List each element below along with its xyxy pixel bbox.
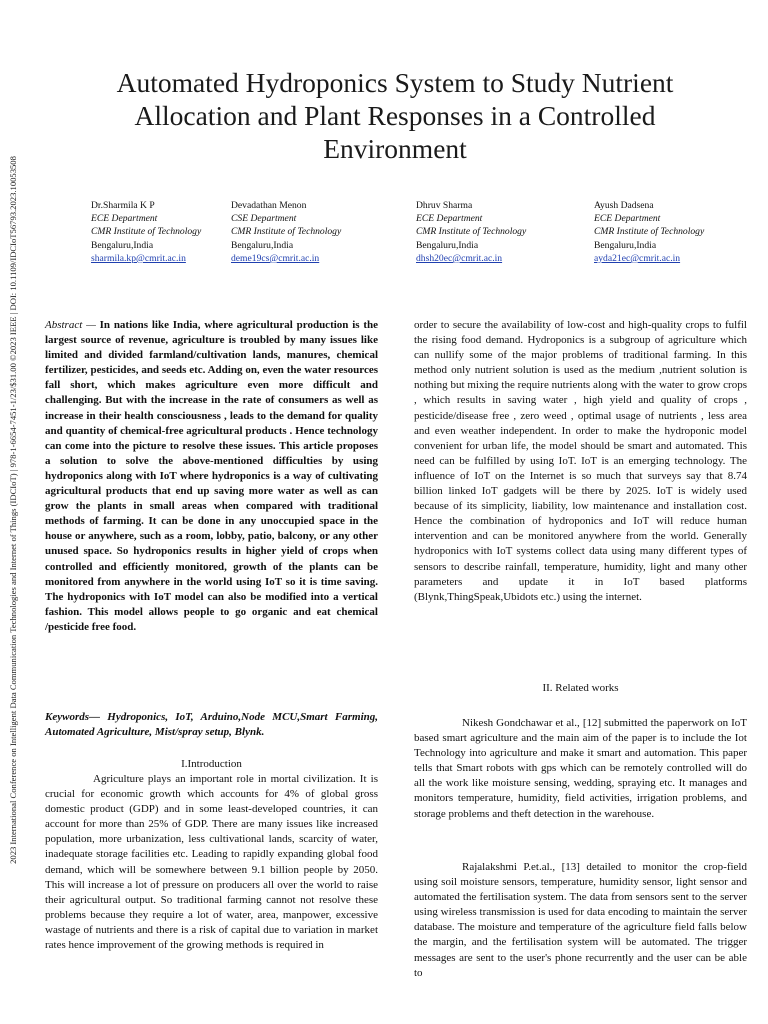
author-email-link[interactable]: ayda21ec@cmrit.ac.in: [594, 252, 681, 264]
section-heading-introduction: [45, 758, 378, 770]
author-city: Bengaluru,India: [416, 239, 479, 251]
related-paragraph: Nikesh Gondchawar et al., [12] submitted the paperwork on IoT based smart agriculture and the main aim of the paper is to include the Iot Technology into agriculture and make it smart and automation. This paper tells that Smart robots with gps which can be remotely controlled will do all the work like moisture sensing, wedding, spraying etc. It manages and monitors temperature, humidity, field activities, irrigation problems, and storage problems and theft detection in the warehouse.: [414, 717, 747, 820]
author-dept: ECE Department: [91, 213, 158, 225]
author-name: Ayush Dadsena: [594, 200, 654, 211]
author-institute: CMR Institute of Technology: [231, 226, 342, 238]
related-works-paragraph-1: [414, 716, 747, 822]
author-institute: CMR Institute of Technology: [416, 226, 527, 238]
author-dept: ECE Department: [416, 213, 483, 225]
author-block: [231, 199, 341, 265]
author-city: Bengaluru,India: [594, 239, 657, 251]
author-dept: CSE Department: [231, 213, 297, 225]
paper-title: [40, 66, 750, 165]
introduction-paragraph-continued: order to secure the availability of low-cost and high-quality crops to fulfil the rising food demand. Hydroponics is a subgroup of agriculture which can nullify some of the major problems of traditional farming. In this method only nutrient solution is used as the medium ,nutrient solution is nothing but mixing the require nutrients along with the water to grow crops , which results in saving water , high yield and quality of crops , pesticide/disease free , zero weed , optimal usage of nutrients , less area and even weather independent. In order to make the hydroponic model convenient for urban life, the model should be smart and automated. This need can be fulfilled by using IoT. IoT is an emerging technology. The influence of IoT on the Internet is so much that surveys say that 8.74 billion linked IoT gadgets will be there by 2025. IoT is widely used because of its simplicity, liability, low maintenance and installation cost. Hence the combination of hydroponics and IoT will reduce human intervention and can be monitored anywhere from the world. Generally hydroponics with IoT systems collect data using many different types of sensors to describe rainfall, temperature, humidity, light and many other parameters and update it in IoT based platforms (Blynk,ThingSpeak,Ubidots etc.) using the internet.: [414, 319, 747, 603]
section-number: II.: [542, 682, 553, 694]
section-number: I.: [181, 758, 188, 770]
author-name: Dhruv Sharma: [416, 200, 473, 211]
abstract: [45, 318, 378, 635]
section-title: Introduction: [187, 758, 242, 770]
section-title: Related works: [555, 682, 619, 694]
author-city: Bengaluru,India: [91, 239, 154, 251]
author-institute: CMR Institute of Technology: [91, 226, 202, 238]
author-email-link[interactable]: deme19cs@cmrit.ac.in: [231, 252, 320, 264]
abstract-label: Abstract —: [45, 319, 96, 331]
introduction-body: [45, 772, 378, 953]
section-heading-related-works: [414, 682, 747, 694]
title-line-2: Allocation and Plant Responses in a Controlled: [134, 100, 656, 131]
conference-doi-sidebar: [3, 110, 23, 910]
author-block: [594, 199, 704, 265]
author-city: Bengaluru,India: [231, 239, 294, 251]
author-name: Dr.Sharmila K P: [91, 200, 155, 211]
author-email-link[interactable]: sharmila.kp@cmrit.ac.in: [91, 252, 186, 264]
author-block: [91, 199, 201, 265]
abstract-text: In nations like India, where agricultural production is the largest source of revenue, agriculture is troubled by many issues like limited and divided farmland/cultivation lands, manures, chemical fertilizer, pesticides, and seeds etc. Adding on, even the water resources fall short, which makes agriculture even more difficult and challenging. But with the increase in the rate of consumers as well as increase in their health consciousness , leads to the demand for quality and quantity of chemical-free agricultural products . Hence technology can come into the picture to resolve these issues. This article proposes a solution to solve the above-mentioned difficulties by using hydroponics along with IoT where hydroponics is a way of cultivating agricultural products that end up saving more water as well as can grow the plants in small areas when compared with traditional methods of farming. It can be done in any unoccupied space in the house or anywhere, such as a room, lobby, patio, balcony, or any other unused space. So hydroponics results in higher yield of crops when controlled and efficiently monitored, growth of the plants can be monitored from anywhere in the world using IoT so it is time saving. The hydroponics with IoT model can also be modified into a vertical fashion. This model allows people to go organic and eat chemical /pesticide free food.: [45, 319, 378, 633]
author-dept: ECE Department: [594, 213, 661, 225]
author-email-link[interactable]: dhsh20ec@cmrit.ac.in: [416, 252, 503, 264]
keywords-text: Keywords— Hydroponics, IoT, Arduino,Node MCU,Smart Farming, Automated Agriculture, Mist/spray setup, Blynk.: [45, 711, 378, 739]
related-paragraph: Rajalakshmi P.et.al., [13] detailed to monitor the crop-field using soil moisture sensors, temperature, humidity sensor, light sensor and automated the fertilisation system. The data from sensors sent to the server using wireless transmission is used for data encoding to maintain the server database. The moisture and temperature of the agriculture field falls below the margin, and the fertilisation system will be automated. The trigger messages are sent to the user's phone recurrently and the user can be able to: [414, 861, 747, 979]
title-line-1: Automated Hydroponics System to Study Nutrient: [116, 67, 674, 98]
author-block: [416, 199, 526, 265]
author-institute: CMR Institute of Technology: [594, 226, 705, 238]
introduction-continued: [414, 318, 747, 605]
author-name: Devadathan Menon: [231, 200, 307, 211]
introduction-paragraph: Agriculture plays an important role in mortal civilization. It is crucial for economic growth which accounts for 4% of global gross domestic product (GDP) and in some least-developed countries, it can account for more than 25% of GDP. There are many issues like increased population, more urbanization, less cultivational lands, scarcity of water, inadequate storage facilities etc. Leading to rapidly expanding global food demand, which will be somewhere between 9.1 billion people by 2050. This will increase a lot of pressure on producers all over the world to raise their agricultural output. So traditional farming cannot not resolve these problems because they require a lot of water, area, manpower, excessive wastage of nutrients and there is a risk of capital due to variation in market rates hence improvement of the growing methods is required in: [45, 773, 378, 952]
sidebar-note-text: 2023 International Conference on Intelligent Data Communication Technologies and Internet of Things (IDCIoT) | 978-1-6654-7451-1/23/$31.00 ©2023 IEEE | DOI: 10.1109/IDCIoT56793.2023.10053508: [8, 156, 18, 864]
abstract-paragraph: [45, 318, 378, 635]
title-line-3: Environment: [323, 133, 467, 164]
related-works-paragraph-2: [414, 860, 747, 981]
keywords: [45, 710, 378, 740]
